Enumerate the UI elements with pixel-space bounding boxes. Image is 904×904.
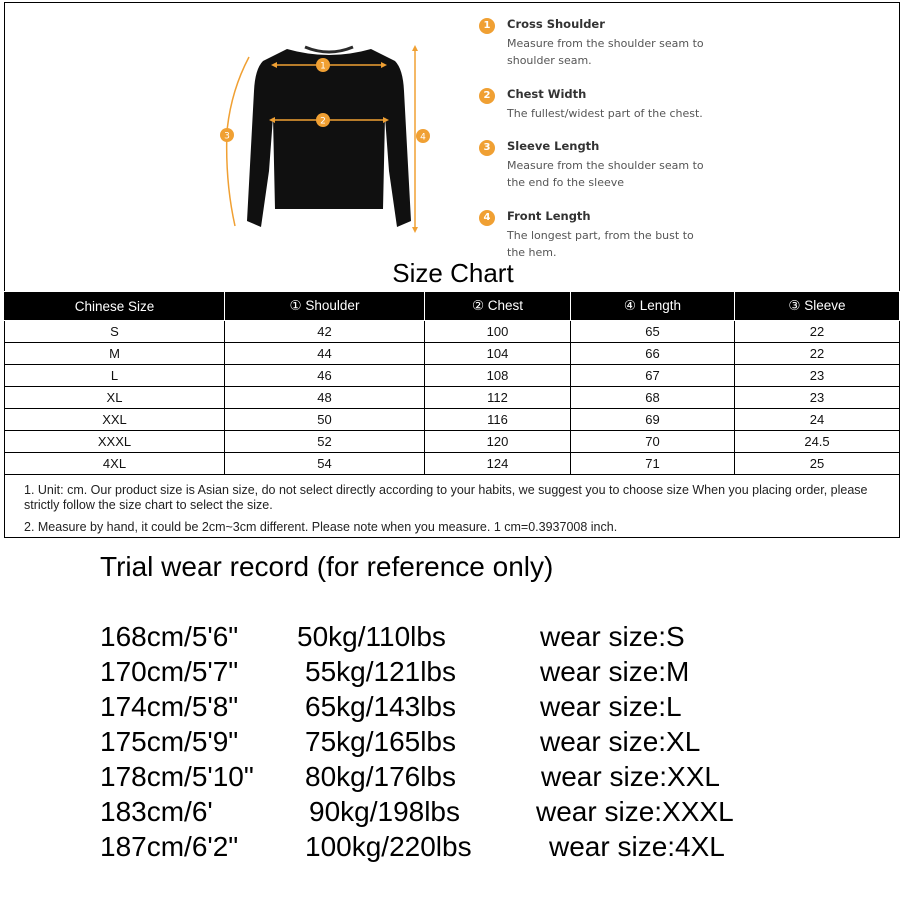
record-weight: 55kg/121lbs bbox=[305, 656, 457, 687]
cell-length: 69 bbox=[571, 409, 735, 431]
cell-sleeve: 23 bbox=[735, 387, 900, 409]
cell-length: 68 bbox=[571, 387, 735, 409]
legend-title: Sleeve Length bbox=[507, 139, 600, 153]
cell-size: XXXL bbox=[5, 431, 225, 453]
record-size: wear size:XL bbox=[540, 726, 701, 757]
marker-4 bbox=[416, 129, 430, 143]
table-row bbox=[5, 321, 900, 343]
cell-size: M bbox=[5, 343, 225, 365]
trial-record-row bbox=[0, 831, 904, 866]
record-size: wear size:L bbox=[540, 691, 682, 722]
cell-sleeve: 22 bbox=[735, 343, 900, 365]
table-row bbox=[5, 365, 900, 387]
record-weight: 90kg/198lbs bbox=[309, 796, 461, 827]
trial-record-row bbox=[0, 726, 904, 761]
table-header-row bbox=[5, 292, 900, 321]
cell-length: 70 bbox=[571, 431, 735, 453]
cell-chest: 112 bbox=[425, 387, 571, 409]
record-height: 170cm/5'7" bbox=[100, 656, 239, 687]
cell-sleeve: 22 bbox=[735, 321, 900, 343]
svg-text:2: 2 bbox=[320, 116, 326, 127]
legend-number-badge: 2 bbox=[479, 88, 495, 104]
sweater-body bbox=[247, 49, 411, 227]
svg-text:3: 3 bbox=[224, 131, 230, 142]
table-row bbox=[5, 409, 900, 431]
record-height: 187cm/6'2" bbox=[100, 831, 239, 862]
cell-chest: 120 bbox=[425, 431, 571, 453]
cell-shoulder: 54 bbox=[225, 453, 425, 475]
legend-number-badge: 3 bbox=[479, 140, 495, 156]
legend-description: The fullest/widest part of the chest. bbox=[507, 107, 703, 120]
cell-length: 67 bbox=[571, 365, 735, 387]
trial-record-row bbox=[0, 796, 904, 831]
cell-shoulder: 44 bbox=[225, 343, 425, 365]
cell-chest: 100 bbox=[425, 321, 571, 343]
cell-sleeve: 25 bbox=[735, 453, 900, 475]
column-header-shoulder: ① Shoulder bbox=[225, 292, 425, 321]
record-size: wear size:S bbox=[540, 621, 685, 652]
marker-1 bbox=[316, 58, 330, 72]
legend-title: Front Length bbox=[507, 209, 591, 223]
table-row bbox=[5, 453, 900, 475]
table-row bbox=[5, 431, 900, 453]
cell-shoulder: 52 bbox=[225, 431, 425, 453]
cell-chest: 104 bbox=[425, 343, 571, 365]
note-unit: 1. Unit: cm. Our product size is Asian size, do not select directly according to your habits, we suggest you to choose size When you placing order, please strictly follow the size chart to select the size. bbox=[24, 483, 868, 512]
record-weight: 50kg/110lbs bbox=[297, 621, 446, 652]
cell-size: L bbox=[5, 365, 225, 387]
record-height: 168cm/5'6" bbox=[100, 621, 239, 652]
column-header-size: Chinese Size bbox=[5, 292, 225, 321]
cell-shoulder: 46 bbox=[225, 365, 425, 387]
record-weight: 75kg/165lbs bbox=[305, 726, 457, 757]
record-weight: 80kg/176lbs bbox=[305, 761, 457, 792]
table-row bbox=[5, 343, 900, 365]
cell-chest: 116 bbox=[425, 409, 571, 431]
cell-length: 71 bbox=[571, 453, 735, 475]
record-weight: 100kg/220lbs bbox=[305, 831, 472, 862]
cell-size: 4XL bbox=[5, 453, 225, 475]
cell-sleeve: 23 bbox=[735, 365, 900, 387]
record-height: 183cm/6' bbox=[100, 796, 213, 827]
cell-length: 66 bbox=[571, 343, 735, 365]
marker-3 bbox=[220, 128, 234, 142]
column-header-sleeve: ③ Sleeve bbox=[735, 292, 900, 321]
size-notes bbox=[24, 483, 884, 542]
record-size: wear size:4XL bbox=[549, 831, 725, 862]
cell-chest: 108 bbox=[425, 365, 571, 387]
cell-sleeve: 24 bbox=[735, 409, 900, 431]
trial-wear-title: Trial wear record (for reference only) bbox=[100, 551, 554, 582]
svg-text:4: 4 bbox=[420, 132, 426, 143]
trial-record-row bbox=[0, 691, 904, 726]
cell-shoulder: 42 bbox=[225, 321, 425, 343]
cell-size: XL bbox=[5, 387, 225, 409]
column-header-length: ④ Length bbox=[571, 292, 735, 321]
svg-text:1: 1 bbox=[320, 61, 326, 72]
trial-record-row bbox=[0, 656, 904, 691]
trial-record-row bbox=[0, 621, 904, 656]
cell-chest: 124 bbox=[425, 453, 571, 475]
record-height: 175cm/5'9" bbox=[100, 726, 239, 757]
record-size: wear size:XXXL bbox=[536, 796, 734, 827]
record-weight: 65kg/143lbs bbox=[305, 691, 457, 722]
cell-shoulder: 50 bbox=[225, 409, 425, 431]
record-height: 178cm/5'10" bbox=[100, 761, 254, 792]
record-height: 174cm/5'8" bbox=[100, 691, 239, 722]
legend-description: Measure from the shoulder seam to the end fo the sleeve bbox=[507, 159, 704, 189]
legend-title: Cross Shoulder bbox=[507, 17, 605, 31]
trial-record-row bbox=[0, 761, 904, 796]
legend-description: The longest part, from the bust to the hem. bbox=[507, 229, 694, 259]
column-header-chest: ② Chest bbox=[425, 292, 571, 321]
legend-number-badge: 4 bbox=[479, 210, 495, 226]
cell-length: 65 bbox=[571, 321, 735, 343]
cell-size: XXL bbox=[5, 409, 225, 431]
legend-number-badge: 1 bbox=[479, 18, 495, 34]
cell-size: S bbox=[5, 321, 225, 343]
cell-shoulder: 48 bbox=[225, 387, 425, 409]
legend-description: Measure from the shoulder seam to shoulder seam. bbox=[507, 37, 704, 67]
marker-2 bbox=[316, 113, 330, 127]
legend-title: Chest Width bbox=[507, 87, 587, 101]
size-table bbox=[4, 291, 900, 475]
sweater-diagram bbox=[217, 21, 441, 237]
cell-sleeve: 24.5 bbox=[735, 431, 900, 453]
record-size: wear size:M bbox=[540, 656, 690, 687]
table-row bbox=[5, 387, 900, 409]
record-size: wear size:XXL bbox=[541, 761, 720, 792]
note-measure: 2. Measure by hand, it could be 2cm~3cm different. Please note when you measure. 1 cm=0.3937008 inch. bbox=[24, 520, 618, 534]
size-chart-title: Size Chart bbox=[392, 258, 514, 288]
